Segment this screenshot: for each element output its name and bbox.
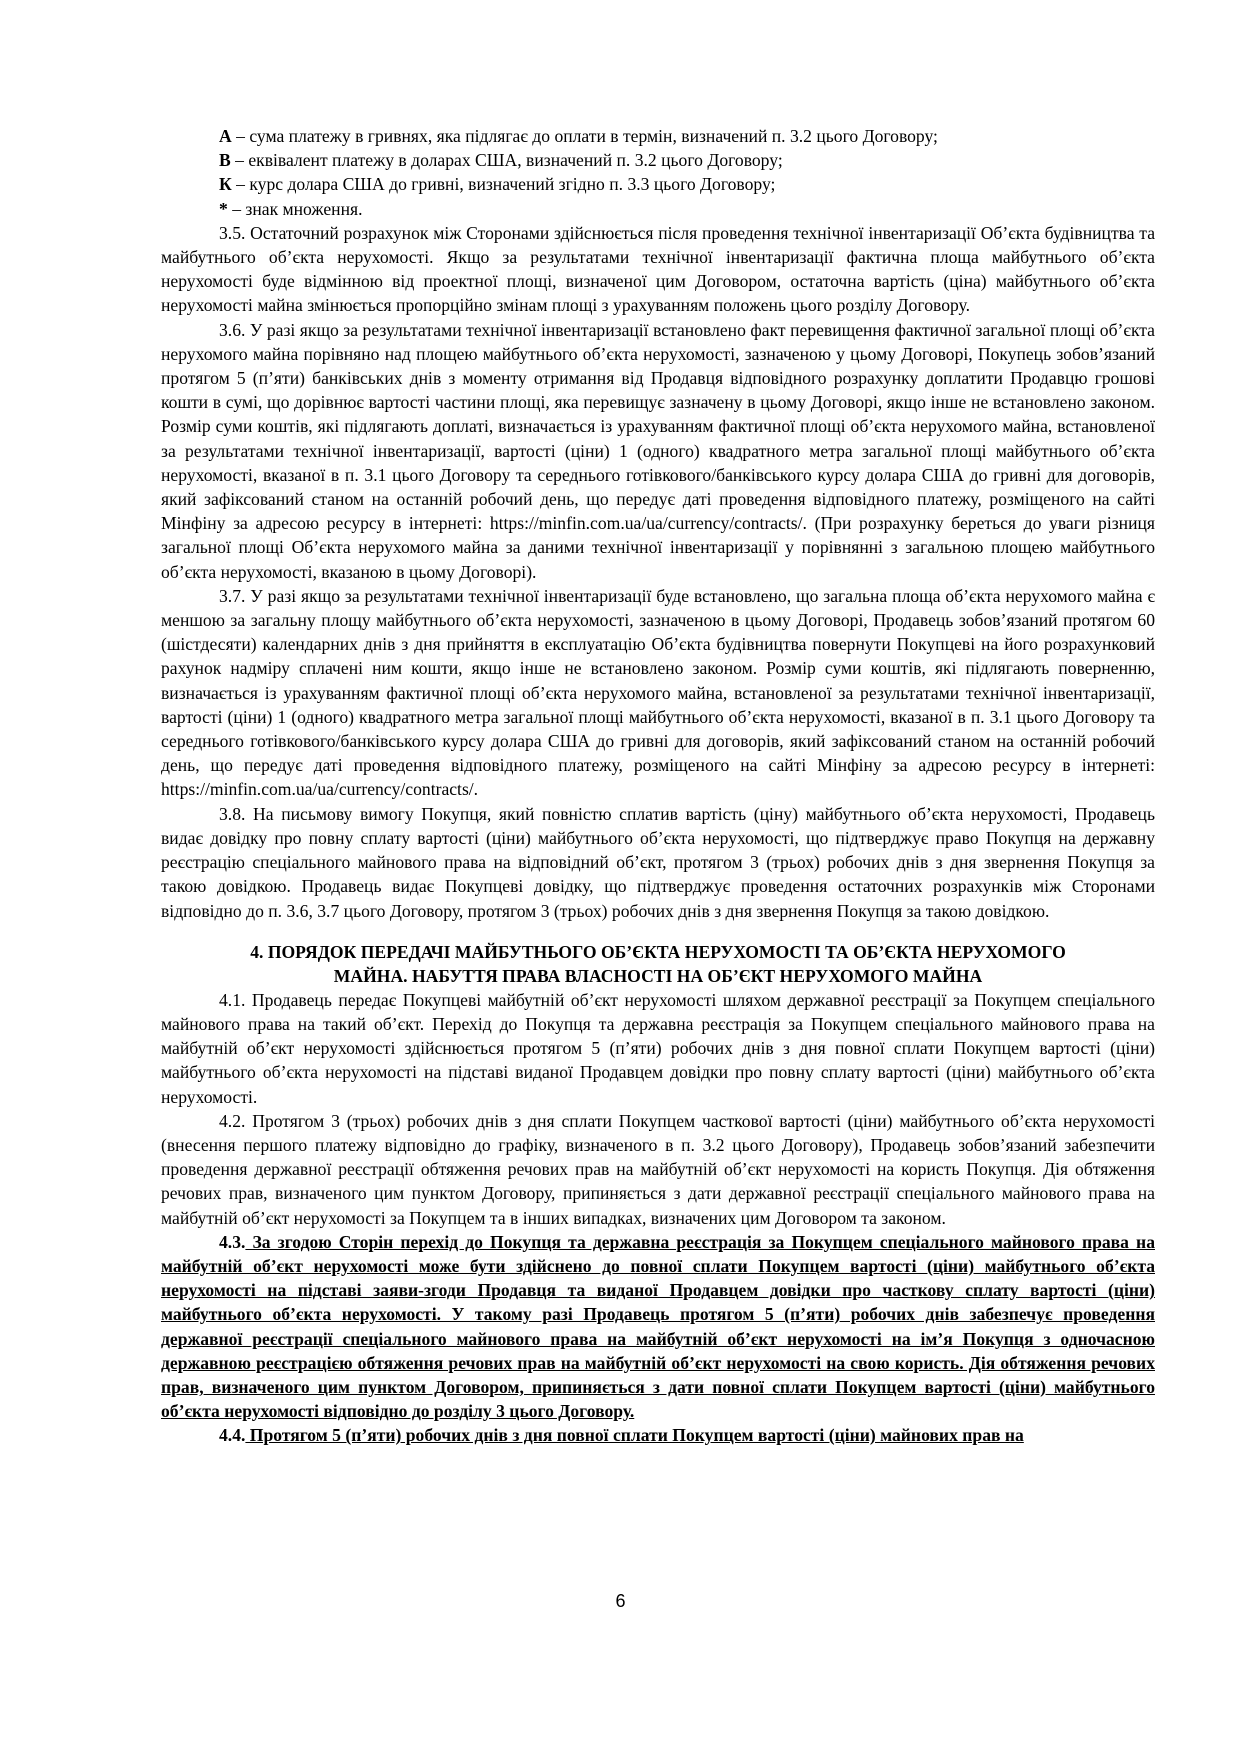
clause-3-6: 3.6. У разі якщо за результатами технічної інвентаризації встановлено факт перевищення фактичної загальної площі об’єкта нерухомого майна порівняно над площею майбутнього об’єкта нерухомості, зазначеною у цьому Договорі, Покупець зобов’язаний протягом 5 (п’яти) банківських днів з моменту отримання від Продавця відповідного розрахунку доплатити Продавцю грошові кошти в сумі, що дорівнює вартості частини площі, яка перевищує зазначену в цьому Договорі, якщо інше не встановлено законом. Розмір суми коштів, які підлягають доплаті, визначається із урахуванням фактичної площі об’єкта нерухомого майна, встановленої за результатами технічної інвентаризації, вартості (ціни) 1 (одного) квадратного метра загальної площі майбутнього об’єкта нерухомості, вказаної в п. 3.1 цього Договору та середнього готівкового/банківського курсу долара США до гривні для договорів, який зафіксований станом на останній робочий день, що передує даті проведення відповідного платежу, розміщеного на сайті Мінфіну за адресою ресурсу в інтернеті: https://minfin.com.ua/ua/currency/contracts/. (При розрахунку береться до уваги різниця загальної площі Об’єкта нерухомого майна за даними технічної інвентаризації у порівнянні з загальною площею майбутнього об’єкта нерухомості, вказаною в цьому Договорі).: [161, 319, 1155, 582]
document-body: [161, 124, 1155, 1448]
clause-4-3-number: 4.3.: [219, 1231, 246, 1252]
page-number: 6: [615, 1591, 626, 1611]
clause-4-2: 4.2. Протягом 3 (трьох) робочих днів з дня сплати Покупцем часткової вартості (ціни) майбутнього об’єкта нерухомості (внесення першого платежу відповідно до графіку, визначеного в п. 3.2 цього Договору), Продавець зобов’язаний забезпечити проведення державної реєстрації обтяження речових прав на майбутній об’єкт нерухомості на користь Покупця. Дія обтяження речових прав, визначеного цим пунктом Договору, припиняється з дати державної реєстрації спеціального майнового права на майбутній об’єкт нерухомості за Покупцем та в інших випадках, визначених цим Договором та законом.: [161, 1110, 1155, 1228]
clause-4-3: [161, 1230, 1155, 1424]
clause-4-4-text: Протягом 5 (п’яти) робочих днів з дня повної сплати Покупцем вартості (ціни) майнових прав на: [245, 1425, 1024, 1446]
clause-3-7: 3.7. У разі якщо за результатами технічної інвентаризації буде встановлено, що загальна площа об’єкта нерухомого майна є меншою за загальну площу майбутнього об’єкта нерухомості, зазначеною в цьому Договорі, Продавець зобов’язаний протягом 60 (шістдесяти) календарних днів з дня прийняття в експлуатацію Об’єкта будівництва повернути Покупцеві на його розрахунковий рахунок надміру сплачені ним кошти, якщо інше не встановлено законом. Розмір суми коштів, які підлягають поверненню, визначається із урахуванням фактичної площі об’єкта нерухомого майна, встановленої за результатами технічної інвентаризації, вартості (ціни) 1 (одного) квадратного метра загальної площі майбутнього об’єкта нерухомості, вказаної в п. 3.1 цього Договору та середнього готівкового/банківського курсу долара США до гривні для договорів, який зафіксований станом на останній робочий день, що передує даті проведення відповідного платежу, розміщеного на сайті Мінфіну за адресою ресурсу в інтернеті: https://minfin.com.ua/ua/currency/contracts/.: [161, 585, 1155, 800]
definition-k: К – курс долара США до гривні, визначений згідно п. 3.3 цього Договору;: [219, 174, 776, 195]
clause-4-1: 4.1. Продавець передає Покупцеві майбутній об’єкт нерухомості шляхом державної реєстрації за Покупцем спеціального майнового права на такий об’єкт. Перехід до Покупця та державна реєстрація за Покупцем спеціального майнового права на майбутній об’єкт нерухомості здійснюється протягом 5 (п’яти) робочих днів з дня повної сплати Покупцем вартості (ціни) майбутнього об’єкта нерухомості на підставі виданої Продавцем довідки про повну сплату вартості (ціни) майбутнього об’єкта нерухомості.: [161, 989, 1155, 1107]
definition-a: А – сума платежу в гривнях, яка підлягає до оплати в термін, визначений п. 3.2 цього Договору;: [219, 126, 938, 146]
section-4-heading-line-2: МАЙНА. НАБУТТЯ ПРАВА ВЛАСНОСТІ НА ОБ’ЄКТ НЕРУХОМОГО МАЙНА: [333, 965, 983, 986]
section-4-heading: [161, 940, 1155, 988]
clause-4-4-number: 4.4.: [219, 1425, 246, 1446]
definition-multiply: * – знак множення.: [219, 198, 363, 219]
clause-4-4: [161, 1423, 1155, 1447]
section-4-heading-line-1: 4. ПОРЯДОК ПЕРЕДАЧІ МАЙБУТНЬОГО ОБ’ЄКТА НЕРУХОМОСТІ ТА ОБ’ЄКТА НЕРУХОМОГО: [250, 941, 1066, 962]
clause-3-8: 3.8. На письмову вимогу Покупця, який повністю сплатив вартість (ціну) майбутнього об’єкта нерухомості, Продавець видає довідку про повну сплату вартості (ціни) майбутнього об’єкта нерухомості, що підтверджує право Покупця на державну реєстрацію спеціального майнового права на відповідний об’єкт, протягом 3 (трьох) робочих днів з дня звернення Покупця за такою довідкою. Продавець видає Покупцеві довідку, що підтверджує проведення остаточних розрахунків між Сторонами відповідно до п. 3.6, 3.7 цього Договору, протягом 3 (трьох) робочих днів з дня звернення Покупця за такою довідкою.: [161, 803, 1155, 921]
clause-3-5: 3.5. Остаточний розрахунок між Сторонами здійснюється після проведення технічної інвентаризації Об’єкта будівництва та майбутнього об’єкта нерухомості. Якщо за результатами технічної інвентаризації фактична площа майбутнього об’єкта нерухомості буде відмінною від проектної площі, визначеної цим Договором, остаточна вартість (ціна) майбутнього об’єкта нерухомості майна змінюється пропорційно змінам площі з урахуванням положень цього розділу Договору.: [161, 222, 1155, 316]
clause-4-3-text: За згодою Сторін перехід до Покупця та державна реєстрація за Покупцем спеціального майнового права на майбутній об’єкт нерухомості може бути здійснено до повної сплати Покупцем вартості (ціни) майбутнього об’єкта нерухомості на підставі заяви-згоди Продавця та виданої Продавцем довідки про часткову сплату вартості (ціни) майбутнього об’єкта нерухомості. У такому разі Продавець протягом 5 (п’яти) робочих днів забезпечує проведення державної реєстрації спеціального майнового права на майбутній об’єкт нерухомості на ім’я Покупця з одночасною державною реєстрацією обтяження речових прав на майбутній об’єкт нерухомості на свою користь. Дія обтяження речових прав, визначеного цим пунктом Договором, припиняється з дати повної сплати Покупцем вартості (ціни) майбутнього об’єкта нерухомості відповідно до розділу 3 цього Договору.: [161, 1231, 1155, 1422]
definition-b: В – еквівалент платежу в доларах США, визначений п. 3.2 цього Договору;: [219, 150, 783, 171]
